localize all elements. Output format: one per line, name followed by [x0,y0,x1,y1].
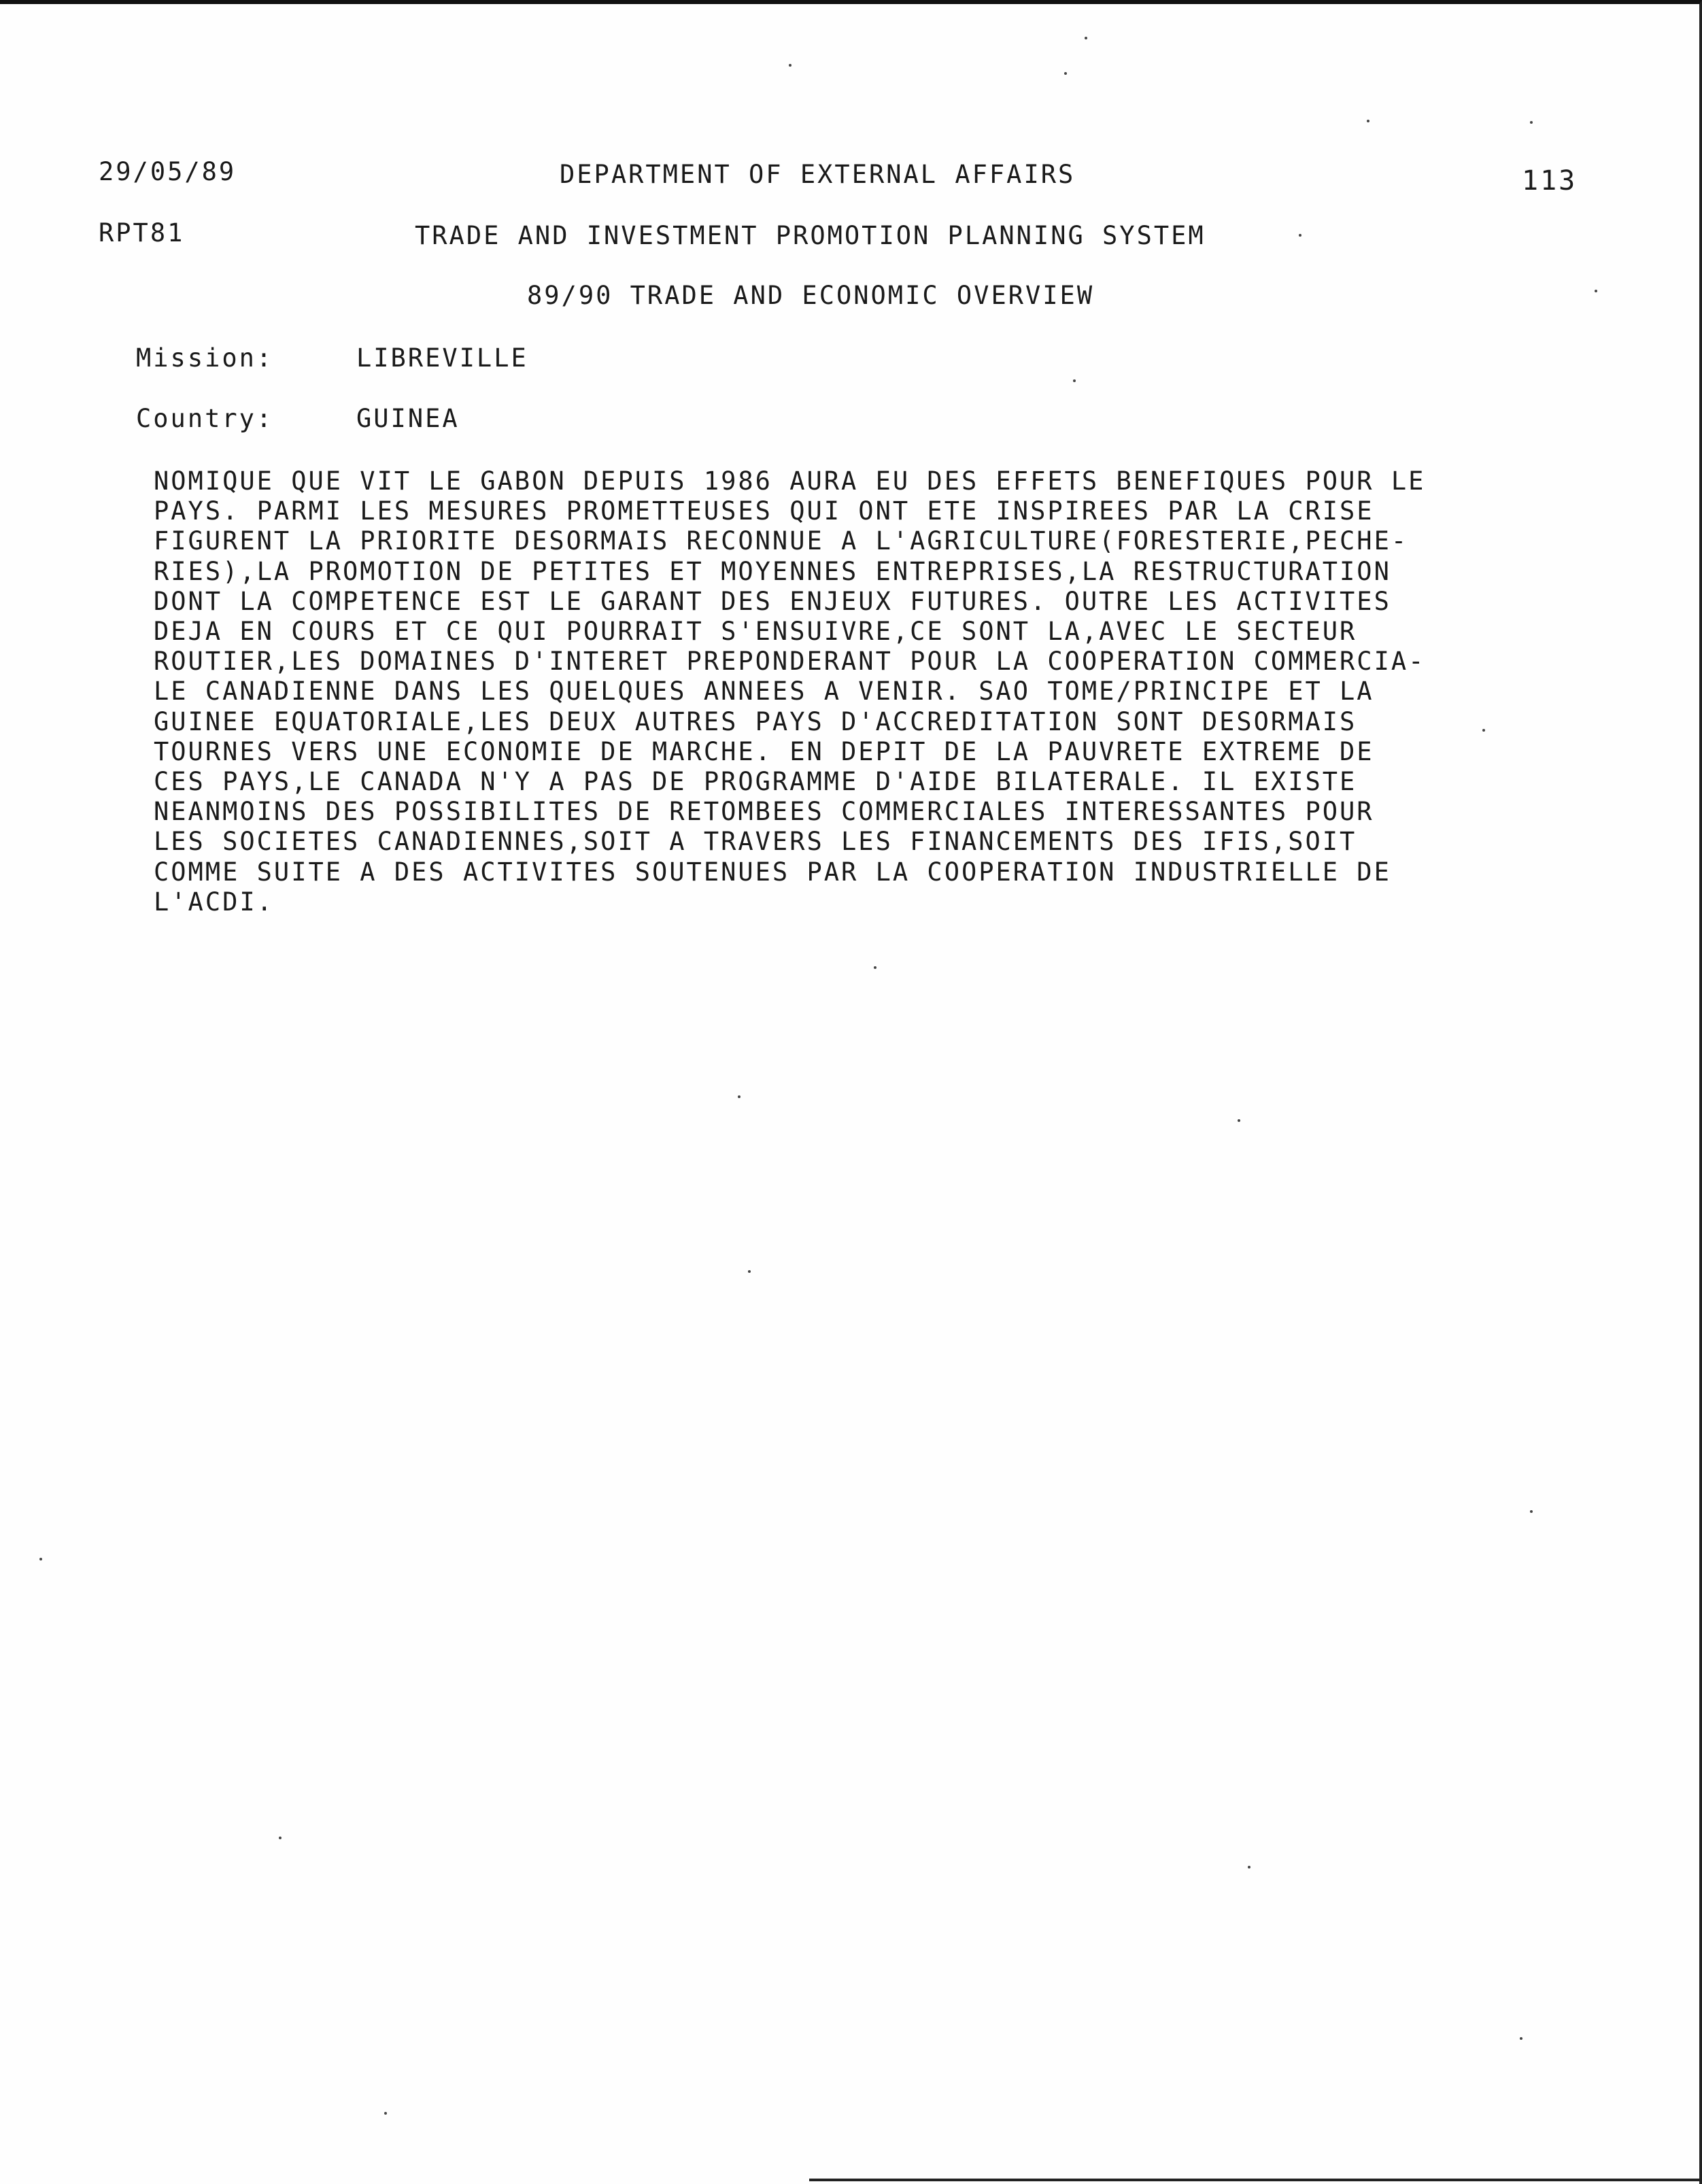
scan-speck [1064,72,1067,75]
body-line: FIGURENT LA PRIORITE DESORMAIS RECONNUE A L'AGRICULTURE(FORESTERIE,PECHE- [154,526,1409,556]
body-line: LES SOCIETES CANADIENNES,SOIT A TRAVERS LES FINANCEMENTS DES IFIS,SOIT [154,827,1357,857]
scan-speck [748,1270,751,1273]
scan-speck [1238,1119,1240,1122]
scan-speck [39,1558,42,1560]
scan-speck [874,966,876,969]
body-line: L'ACDI. [154,887,274,917]
body-line: PAYS. PARMI LES MESURES PROMETTEUSES QUI ONT ETE INSPIREES PAR LA CRISE [154,496,1374,526]
report-date: 29/05/89 [99,157,237,186]
scan-speck [1085,37,1087,39]
overview-body [154,466,1568,917]
mission-value: LIBREVILLE [356,343,528,373]
body-line: NOMIQUE QUE VIT LE GABON DEPUIS 1986 AURA EU DES EFFETS BENEFIQUES POUR LE [154,466,1426,496]
body-line: RIES),LA PROMOTION DE PETITES ET MOYENNES ENTREPRISES,LA RESTRUCTURATION [154,556,1391,586]
scan-speck [1367,120,1369,122]
system-title: TRADE AND INVESTMENT PROMOTION PLANNING SYSTEM [415,221,1206,250]
scan-speck [1530,1510,1533,1513]
body-line: TOURNES VERS UNE ECONOMIE DE MARCHE. EN DEPIT DE LA PAUVRETE EXTREME DE [154,736,1374,766]
scan-speck [789,64,792,67]
department-title: DEPARTMENT OF EXTERNAL AFFAIRS [560,160,1076,189]
country-label: Country: [136,404,274,433]
body-line: CES PAYS,LE CANADA N'Y A PAS DE PROGRAMME D'AIDE BILATERALE. IL EXISTE [154,767,1357,797]
scan-speck [1073,379,1076,382]
scan-speck [1248,1866,1250,1869]
report-code: RPT81 [99,218,185,248]
scan-speck [384,2112,387,2115]
body-line: DEJA EN COURS ET CE QUI POURRAIT S'ENSUIVRE,CE SONT LA,AVEC LE SECTEUR [154,617,1357,647]
body-line: ROUTIER,LES DOMAINES D'INTERET PREPONDERANT POUR LA COOPERATION COMMERCIA- [154,647,1426,677]
scan-speck [1530,121,1533,124]
scan-speck [1482,729,1485,732]
page-number: 113 [1522,165,1578,197]
bottom-edge-rule [809,2179,1700,2181]
body-line: NEANMOINS DES POSSIBILITES DE RETOMBEES COMMERCIALES INTERESSANTES POUR [154,797,1374,827]
country-value: GUINEA [356,404,460,433]
overview-title: 89/90 TRADE AND ECONOMIC OVERVIEW [527,281,1095,310]
body-line: GUINEE EQUATORIALE,LES DEUX AUTRES PAYS D'ACCREDITATION SONT DESORMAIS [154,706,1357,736]
body-line: COMME SUITE A DES ACTIVITES SOUTENUES PAR LA COOPERATION INDUSTRIELLE DE [154,857,1391,887]
scan-speck [1595,290,1597,292]
body-line: LE CANADIENNE DANS LES QUELQUES ANNEES A VENIR. SAO TOME/PRINCIPE ET LA [154,677,1374,706]
mission-label: Mission: [136,343,274,373]
scan-speck [279,1837,282,1839]
scan-speck [1520,2037,1522,2040]
scan-speck [1299,234,1301,237]
body-line: DONT LA COMPETENCE EST LE GARANT DES ENJEUX FUTURES. OUTRE LES ACTIVITES [154,586,1391,616]
scan-speck [738,1095,741,1098]
